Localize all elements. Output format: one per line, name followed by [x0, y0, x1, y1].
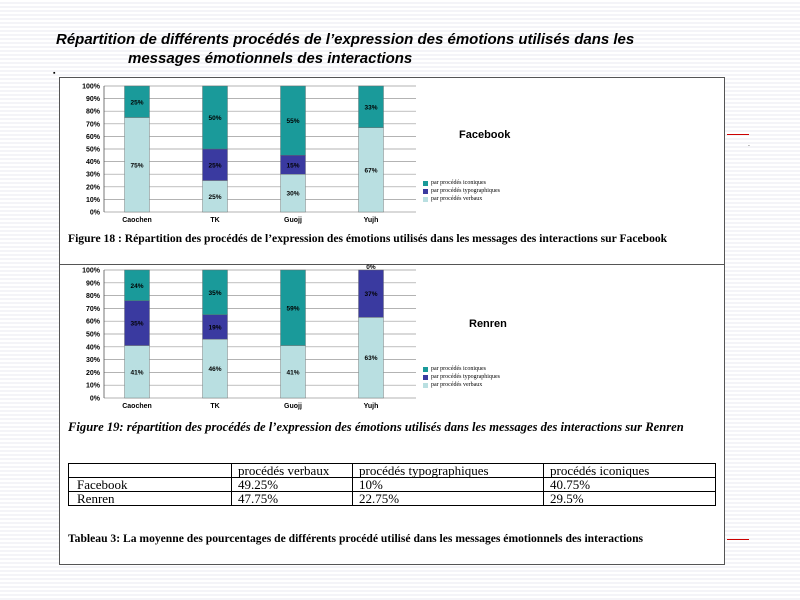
paragraph-mark: ▪: [53, 70, 56, 77]
y-tick-label: 40%: [85, 159, 100, 167]
y-tick-label: 70%: [85, 305, 100, 313]
table-cell: procédés typographiques: [353, 464, 544, 478]
legend-item: [423, 373, 500, 381]
data-label: 35%: [208, 289, 222, 297]
data-label: 67%: [364, 167, 378, 175]
table-cell: 29.5%: [544, 492, 716, 506]
y-tick-label: 80%: [85, 293, 100, 301]
data-label: 63%: [364, 355, 378, 363]
data-label: 41%: [130, 369, 144, 377]
table-cell: Renren: [69, 492, 232, 506]
table-header-row: [69, 464, 716, 478]
legend-swatch: [423, 189, 428, 194]
y-tick-label: 40%: [85, 344, 100, 352]
y-tick-label: 90%: [85, 96, 100, 104]
legend-item: [423, 187, 500, 195]
average-table: [68, 463, 716, 506]
legend-label: par procédés typographiques: [431, 188, 500, 194]
table-cell: 40.75%: [544, 478, 716, 492]
y-tick-label: 20%: [85, 369, 100, 377]
table-cell: procédés iconiques: [544, 464, 716, 478]
data-label: 37%: [364, 291, 378, 299]
paragraph-mark: .: [748, 141, 750, 148]
legend-label: par procédés verbaux: [431, 382, 483, 388]
legend-label: par procédés typographiques: [431, 374, 500, 380]
data-label: 50%: [208, 115, 222, 122]
table-cell: [69, 464, 232, 478]
revision-mark: [727, 539, 749, 540]
legend-item: [423, 195, 500, 203]
data-label: 19%: [208, 324, 222, 332]
figure-panel: [59, 77, 725, 565]
legend-item: [423, 179, 500, 187]
data-label: 59%: [286, 305, 300, 313]
data-label: 0%: [366, 264, 376, 271]
data-label: 75%: [130, 162, 144, 170]
y-tick-label: 100%: [82, 83, 100, 91]
data-label: 30%: [286, 190, 300, 198]
figure-19-caption: Figure 19: répartition des procédés de l’expression des émotions utilisés dans les messages des interactions sur Renren: [68, 420, 684, 434]
data-label: 35%: [130, 320, 144, 328]
x-tick-label: Caochen: [122, 403, 152, 410]
x-tick-label: Guojj: [284, 217, 302, 224]
chart-renren-title: Renren: [469, 318, 507, 330]
legend-swatch: [423, 375, 428, 380]
figure-18-caption: Figure 18 : Répartition des procédés de l’expression des émotions utilisés dans les messages des interactions sur Facebook: [68, 232, 668, 245]
legend-swatch: [423, 383, 428, 388]
chart-facebook-legend: [423, 179, 500, 203]
y-tick-label: 20%: [85, 184, 100, 192]
legend-swatch: [423, 181, 428, 186]
revision-mark: [727, 134, 749, 135]
x-tick-label: Yujh: [363, 217, 379, 224]
y-tick-label: 60%: [85, 133, 100, 141]
table-cell: 47.75%: [232, 492, 353, 506]
table-row: [69, 492, 716, 506]
y-tick-label: 60%: [85, 318, 100, 326]
y-tick-label: 50%: [85, 331, 100, 339]
x-tick-label: Caochen: [122, 217, 152, 224]
table-row: [69, 478, 716, 492]
table-cell: 49.25%: [232, 478, 353, 492]
data-label: 25%: [130, 99, 144, 107]
x-tick-label: TK: [210, 403, 220, 410]
slide-title-line1: Répartition de différents procédés de l’expression des émotions utilisés dans les: [56, 31, 635, 48]
y-tick-label: 100%: [82, 267, 100, 275]
table-cell: 10%: [353, 478, 544, 492]
y-tick-label: 50%: [85, 146, 100, 154]
data-label: 25%: [208, 162, 222, 170]
y-tick-label: 80%: [85, 108, 100, 116]
x-tick-label: Yujh: [363, 403, 379, 410]
y-tick-label: 10%: [85, 382, 100, 390]
table-cell: Facebook: [69, 478, 232, 492]
data-label: 33%: [364, 104, 378, 112]
legend-label: par procédés verbaux: [431, 196, 483, 202]
data-label: 25%: [208, 193, 222, 201]
table-3-caption: Tableau 3: La moyenne des pourcentages de différents procédé utilisé dans les messages émotionnels des interactions: [68, 532, 644, 545]
y-tick-label: 90%: [85, 280, 100, 288]
legend-swatch: [423, 197, 428, 202]
y-tick-label: 0%: [89, 395, 100, 403]
slide-title: [56, 30, 756, 68]
x-tick-label: Guojj: [284, 403, 302, 410]
data-label: 55%: [286, 118, 300, 126]
chart-facebook-title: Facebook: [459, 129, 511, 141]
chart-facebook: [60, 78, 724, 228]
y-tick-label: 10%: [85, 196, 100, 204]
legend-swatch: [423, 367, 428, 372]
slide-title-line2: messages émotionnels des interactions: [128, 50, 413, 67]
legend-label: par procédés iconiques: [431, 366, 486, 372]
table-cell: procédés verbaux: [232, 464, 353, 478]
y-tick-label: 30%: [85, 171, 100, 179]
legend-item: [423, 365, 500, 373]
y-tick-label: 0%: [89, 209, 100, 217]
x-tick-label: TK: [210, 217, 220, 224]
legend-label: par procédés iconiques: [431, 180, 486, 186]
data-label: 15%: [286, 162, 300, 170]
chart-renren-legend: [423, 365, 500, 389]
legend-item: [423, 381, 500, 389]
data-label: 46%: [208, 366, 222, 374]
data-label: 24%: [130, 282, 144, 290]
chart-renren: [60, 264, 724, 416]
table-cell: 22.75%: [353, 492, 544, 506]
data-label: 41%: [286, 369, 300, 377]
y-tick-label: 70%: [85, 121, 100, 129]
y-tick-label: 30%: [85, 357, 100, 365]
